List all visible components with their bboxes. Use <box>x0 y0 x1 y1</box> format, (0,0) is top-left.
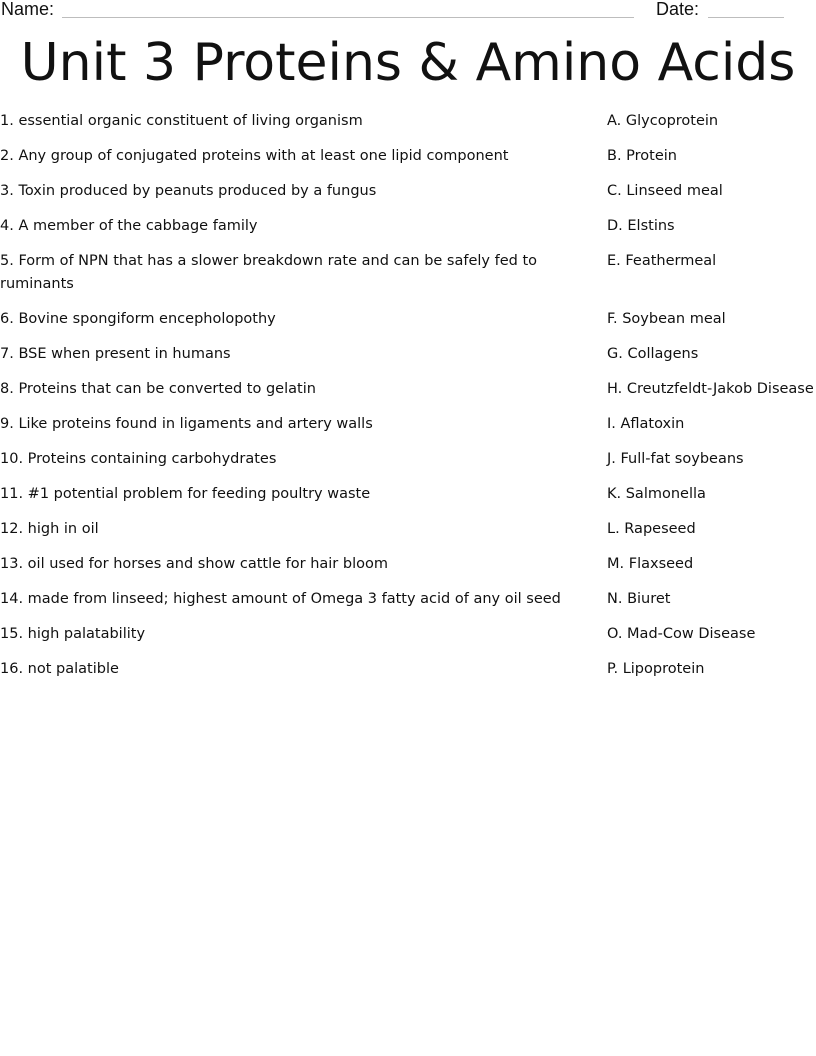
answer-item: E. Feathermeal <box>607 253 717 269</box>
worksheet-header <box>0 0 816 24</box>
clue-item: 5. Form of NPN that has a slower breakdown rate and can be safely fed to ruminants <box>0 253 538 292</box>
answer-item: K. Salmonella <box>607 486 706 502</box>
answer-item: H. Creutzfeldt-Jakob Disease <box>607 381 814 397</box>
clue-item: 3. Toxin produced by peanuts produced by a fungus <box>0 183 377 199</box>
answer-item: F. Soybean meal <box>607 311 726 327</box>
clue-item: 13. oil used for horses and show cattle for hair bloom <box>0 556 388 572</box>
answer-item: G. Collagens <box>607 346 699 362</box>
name-field-line[interactable] <box>62 17 634 18</box>
answer-item: O. Mad-Cow Disease <box>607 626 756 642</box>
answer-item: L. Rapeseed <box>607 521 696 537</box>
answer-item: C. Linseed meal <box>607 183 723 199</box>
page-title: Unit 3 Proteins & Amino Acids <box>20 33 796 93</box>
answer-item: N. Biuret <box>607 591 671 607</box>
clue-item: 8. Proteins that can be converted to gelatin <box>0 381 316 397</box>
clue-item: 15. high palatability <box>0 626 146 642</box>
answer-item: D. Elstins <box>607 218 675 234</box>
answer-item: I. Aflatoxin <box>607 416 685 432</box>
answer-list <box>607 110 816 693</box>
answer-item: B. Protein <box>607 148 677 164</box>
answer-item: A. Glycoprotein <box>607 113 719 129</box>
answer-item: J. Full-fat soybeans <box>607 451 744 467</box>
clue-item: 10. Proteins containing carbohydrates <box>0 451 277 467</box>
clue-item: 9. Like proteins found in ligaments and artery walls <box>0 416 373 432</box>
clue-item: 7. BSE when present in humans <box>0 346 231 362</box>
name-label: Name: <box>1 0 55 19</box>
date-label: Date: <box>656 0 700 19</box>
clue-item: 4. A member of the cabbage family <box>0 218 258 234</box>
answer-item: M. Flaxseed <box>607 556 694 572</box>
clue-item: 2. Any group of conjugated proteins with at least one lipid component <box>0 148 509 164</box>
clue-item: 12. high in oil <box>0 521 99 537</box>
clue-item: 1. essential organic constituent of living organism <box>0 113 363 129</box>
clue-item: 11. #1 potential problem for feeding poultry waste <box>0 486 371 502</box>
clue-list <box>0 110 575 693</box>
clue-item: 16. not palatible <box>0 661 119 677</box>
clue-item: 14. made from linseed; highest amount of Omega 3 fatty acid of any oil seed <box>0 591 561 607</box>
clue-item: 6. Bovine spongiform encepholopothy <box>0 311 276 327</box>
answer-item: P. Lipoprotein <box>607 661 705 677</box>
date-field-line[interactable] <box>708 17 784 18</box>
